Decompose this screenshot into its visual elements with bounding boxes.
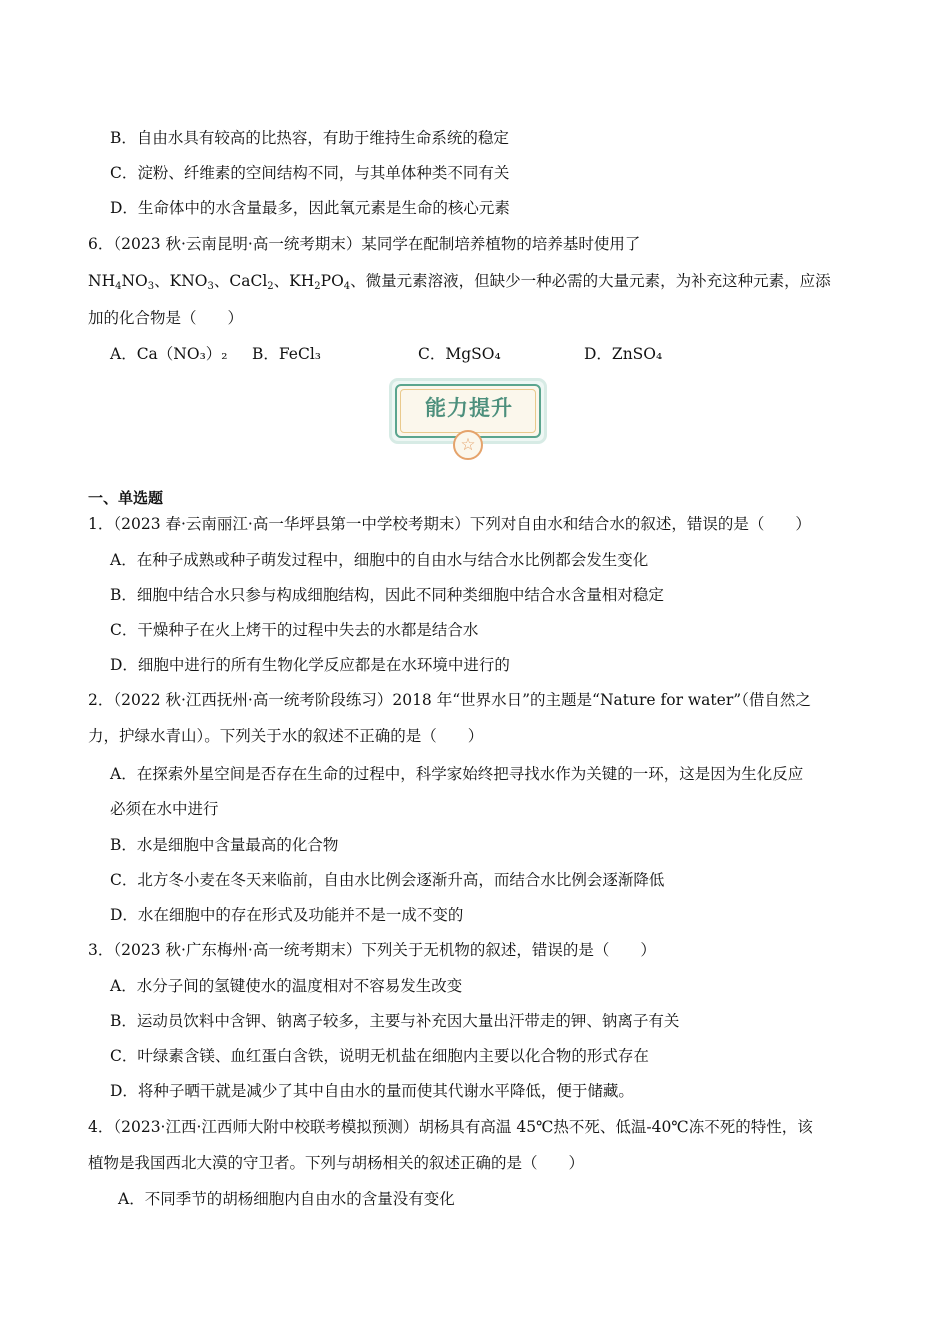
q3-option-b: B．运动员饮料中含钾、钠离子较多，主要与补充因大量出汗带走的钾、钠离子有关: [110, 1012, 680, 1030]
q6-option-d: D．ZnSO₄: [584, 345, 663, 363]
q4-stem-line2: 植物是我国西北大漠的守卫者。下列与胡杨相关的叙述正确的是（ ）: [88, 1154, 585, 1172]
banner-title: 能力提升: [425, 396, 513, 420]
q6-option-c: C．MgSO₄: [418, 345, 501, 363]
q2-option-c: C．北方冬小麦在冬天来临前，自由水比例会逐渐升高，而结合水比例会逐渐降低: [110, 871, 665, 889]
q1-option-c: C．干燥种子在火上烤干的过程中失去的水都是结合水: [110, 621, 479, 639]
q6-stem-line3: 加的化合物是（ ）: [88, 309, 244, 327]
q3-stem: 3．（2023 秋·广东梅州·高一统考期末）下列关于无机物的叙述，错误的是（ ）: [88, 941, 656, 959]
q3-option-c: C．叶绿素含镁、血红蛋白含铁，说明无机盐在细胞内主要以化合物的形式存在: [110, 1047, 649, 1065]
q2-option-d: D．水在细胞中的存在形式及功能并不是一成不变的: [110, 906, 464, 924]
section-banner: [389, 378, 549, 455]
q4-stem-line1: 4．（2023·江西·江西师大附中校联考模拟预测）胡杨具有高温 45℃热不死、低温-40℃冻不死的特性，该: [88, 1118, 813, 1136]
option-d-prev: D．生命体中的水含量最多，因此氧元素是生命的核心元素: [110, 199, 510, 217]
q1-stem: 1．（2023 春·云南丽江·高一华坪县第一中学校考期末）下列对自由水和结合水的叙述，错误的是（ ）: [88, 515, 811, 533]
q1-option-d: D．细胞中进行的所有生物化学反应都是在水环境中进行的: [110, 656, 510, 674]
q2-stem-line1: 2．（2022 秋·江西抚州·高一统考阶段练习）2018 年“世界水日”的主题是“Nature for water”（借自然之: [88, 691, 811, 709]
option-b-prev: B．自由水具有较高的比热容，有助于维持生命系统的稳定: [110, 129, 509, 147]
q2-option-b: B．水是细胞中含量最高的化合物: [110, 836, 339, 854]
q3-option-a: A．水分子间的氢键使水的温度相对不容易发生改变: [110, 977, 463, 995]
q1-option-a: A．在种子成熟或种子萌发过程中，细胞中的自由水与结合水比例都会发生变化: [110, 551, 649, 569]
star-icon: ☆: [453, 430, 483, 460]
q2-stem-line2: 力，护绿水青山）。下列关于水的叙述不正确的是（ ）: [88, 727, 484, 745]
q3-option-d: D．将种子晒干就是减少了其中自由水的量而使其代谢水平降低，便于储藏。: [110, 1082, 634, 1100]
q6-option-b: B．FeCl₃: [252, 345, 322, 363]
q2-option-a-line1: A．在探索外星空间是否存在生命的过程中，科学家始终把寻找水作为关键的一环，这是因为生化反应: [110, 765, 804, 783]
q4-option-a: A．不同季节的胡杨细胞内自由水的含量没有变化: [118, 1190, 455, 1208]
q1-option-b: B．细胞中结合水只参与构成细胞结构，因此不同种类细胞中结合水含量相对稳定: [110, 586, 664, 604]
q6-stem-line1: 6．（2023 秋·云南昆明·高一统考期末）某同学在配制培养植物的培养基时使用了: [88, 235, 641, 253]
q6-stem-line2: $NH_4NO_3$、$KNO_3$、CaCl$_2$、$KH_2PO_4$、微量元素溶液，但缺少一种必需的大量元素，为补充这种元素，应添: [88, 272, 831, 292]
section-heading: 一、单选题: [88, 489, 164, 507]
q2-option-a-line2: 必须在水中进行: [110, 800, 219, 818]
q6-option-a: A．Ca（NO₃）₂: [110, 345, 228, 363]
q6-stem-line2-rest: 、微量元素溶液，但缺少一种必需的大量元素，为补充这种元素，应添: [350, 272, 831, 290]
option-c-prev: C．淀粉、纤维素的空间结构不同，与其单体种类不同有关: [110, 164, 510, 182]
